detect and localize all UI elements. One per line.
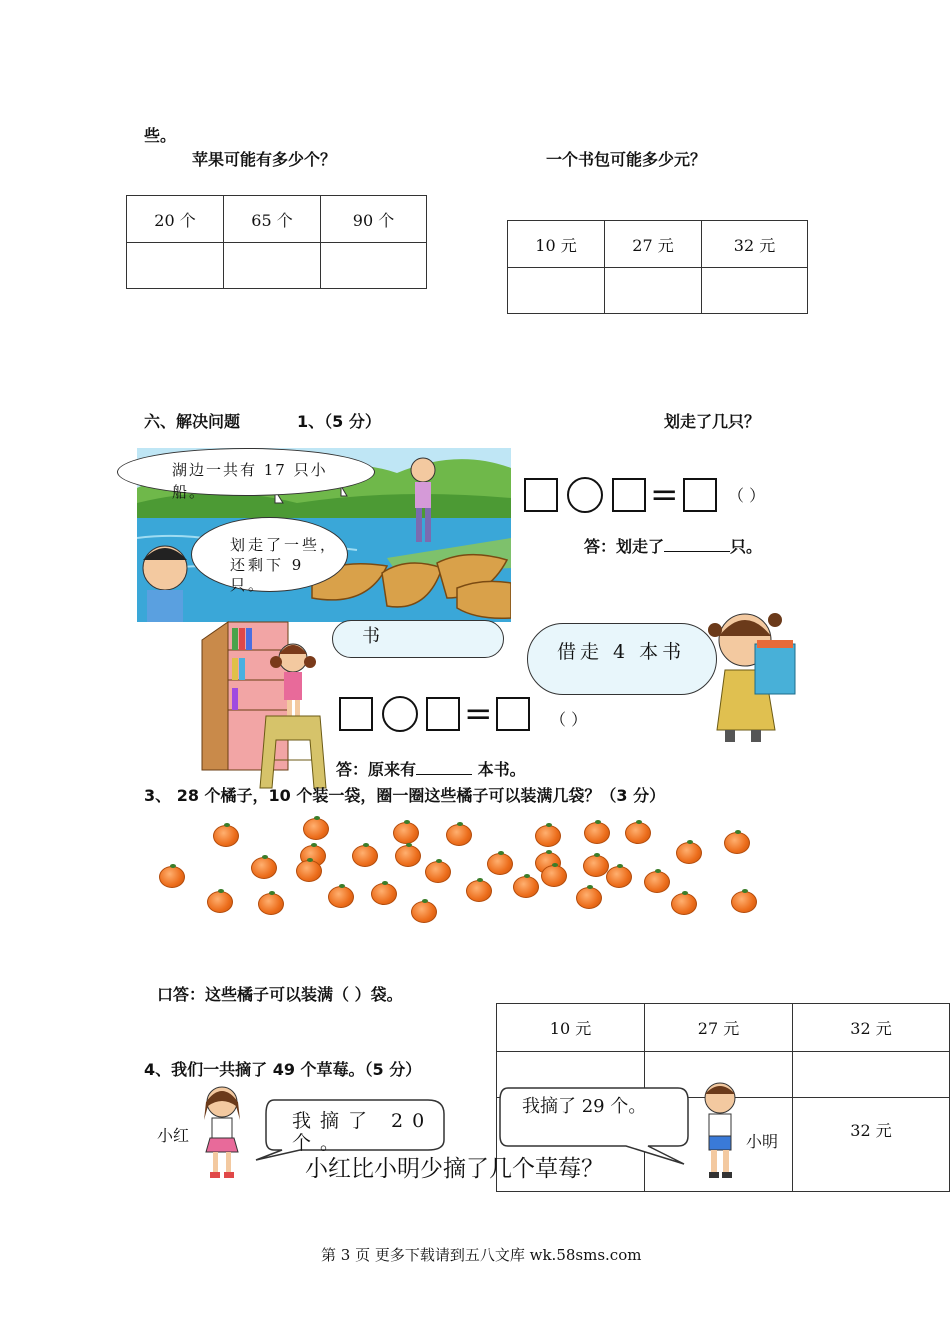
orange-item[interactable]	[731, 891, 757, 913]
xiaoming-label: 小明	[746, 1132, 779, 1151]
girl-carrying-books-illustration	[705, 600, 805, 750]
bubble-text: 湖边一共有 17 只小船。	[172, 461, 328, 501]
bubble-text: 我摘了 29 个。	[522, 1096, 647, 1117]
orange-item[interactable]	[411, 901, 437, 923]
answer-box[interactable]	[683, 478, 717, 512]
apple-option: 65 个	[224, 196, 321, 243]
table-cell: 32 元	[793, 1098, 950, 1192]
apple-question: 苹果可能有多少个？	[192, 150, 337, 169]
q1-label: 1、（5 分）	[297, 412, 381, 431]
price-header: 10 元	[497, 1004, 645, 1052]
price-header: 32 元	[793, 1004, 950, 1052]
answer-cell[interactable]	[605, 268, 702, 314]
orange-item[interactable]	[606, 866, 632, 888]
answer-suffix: 本书。	[477, 760, 526, 779]
operator-circle[interactable]	[382, 696, 418, 732]
answer-suffix: 只。	[730, 537, 763, 556]
answer-cell[interactable]	[224, 243, 321, 289]
orange-item[interactable]	[584, 822, 610, 844]
apple-options-table	[126, 195, 427, 289]
orange-item[interactable]	[251, 857, 277, 879]
answer-prefix: 答：划走了	[584, 537, 665, 556]
orange-item[interactable]	[644, 871, 670, 893]
q3-text: 3、 28 个橘子，10 个装一袋，圈一圈这些橘子可以装满几袋？（3 分）	[144, 786, 666, 805]
bag-option: 27 元	[605, 221, 702, 268]
orange-item[interactable]	[213, 825, 239, 847]
orange-item[interactable]	[676, 842, 702, 864]
xiaoming-figure	[698, 1078, 744, 1182]
thought-cloud	[332, 620, 504, 658]
bubble-text: 我摘了 20 个。	[292, 1110, 434, 1154]
answer-box[interactable]	[339, 697, 373, 731]
orange-item[interactable]	[425, 861, 451, 883]
xiaohong-figure	[196, 1082, 248, 1182]
q4-question: 小红比小明少摘了几个草莓？	[305, 1156, 604, 1182]
table-cell[interactable]	[793, 1052, 950, 1098]
answer-box[interactable]	[524, 478, 558, 512]
equals-sign: =	[464, 694, 493, 734]
child-figure	[143, 546, 187, 622]
answer-cell[interactable]	[702, 268, 808, 314]
answer-blank[interactable]	[416, 774, 472, 775]
unit-paren: （ ）	[550, 710, 588, 729]
orange-item[interactable]	[625, 822, 651, 844]
orange-item[interactable]	[466, 880, 492, 902]
price-header: 27 元	[645, 1004, 793, 1052]
orange-item[interactable]	[513, 876, 539, 898]
apple-option: 90 个	[321, 196, 427, 243]
answer-cell[interactable]	[127, 243, 224, 289]
orange-item[interactable]	[446, 824, 472, 846]
orange-item[interactable]	[393, 822, 419, 844]
answer-line	[336, 762, 526, 778]
answer-cell[interactable]	[321, 243, 427, 289]
orange-item[interactable]	[487, 853, 513, 875]
section-heading: 六、解决问题	[144, 412, 241, 431]
orange-item[interactable]	[303, 818, 329, 840]
equals-sign: =	[650, 475, 679, 515]
bookshelf-girl-illustration	[198, 620, 333, 790]
page-footer: 第 3 页 更多下载请到五八文库 wk.58sms.com	[321, 1246, 642, 1264]
answer-blank[interactable]	[664, 551, 730, 552]
answer-prefix: 答：原来有	[336, 760, 417, 779]
orange-item[interactable]	[535, 825, 561, 847]
orange-item[interactable]	[296, 860, 322, 882]
orange-item[interactable]	[328, 886, 354, 908]
cloud-text: 借走 4 本书	[557, 641, 686, 663]
orange-item[interactable]	[395, 845, 421, 867]
bag-option: 10 元	[508, 221, 605, 268]
orange-item[interactable]	[576, 887, 602, 909]
unit-paren: （ ）	[728, 486, 766, 505]
xiaohong-label: 小红	[157, 1126, 190, 1145]
answer-box[interactable]	[612, 478, 646, 512]
orange-item[interactable]	[724, 832, 750, 854]
orange-item[interactable]	[159, 866, 185, 888]
oral-answer: 口答：这些橘子可以装满（ ）袋。	[157, 985, 403, 1004]
bubble-text: 划走了一些，还剩下 9 只。	[230, 536, 339, 594]
q4-text: 4、我们一共摘了 49 个草莓。（5 分）	[144, 1060, 422, 1079]
bag-options-table	[507, 220, 808, 314]
operator-circle[interactable]	[567, 477, 603, 513]
orange-item[interactable]	[207, 891, 233, 913]
answer-box[interactable]	[496, 697, 530, 731]
answer-box[interactable]	[426, 697, 460, 731]
orange-item[interactable]	[352, 845, 378, 867]
orange-item[interactable]	[258, 893, 284, 915]
bag-option: 32 元	[702, 221, 808, 268]
orange-item[interactable]	[371, 883, 397, 905]
orange-item[interactable]	[541, 865, 567, 887]
answer-cell[interactable]	[508, 268, 605, 314]
continued-text: 些。	[144, 126, 177, 145]
bag-question: 一个书包可能多少元？	[546, 150, 707, 169]
orange-item[interactable]	[583, 855, 609, 877]
q1-question: 划走了几只？	[664, 412, 761, 431]
cloud-text: 书	[362, 626, 380, 647]
apple-option: 20 个	[127, 196, 224, 243]
orange-item[interactable]	[671, 893, 697, 915]
answer-line	[584, 539, 762, 555]
